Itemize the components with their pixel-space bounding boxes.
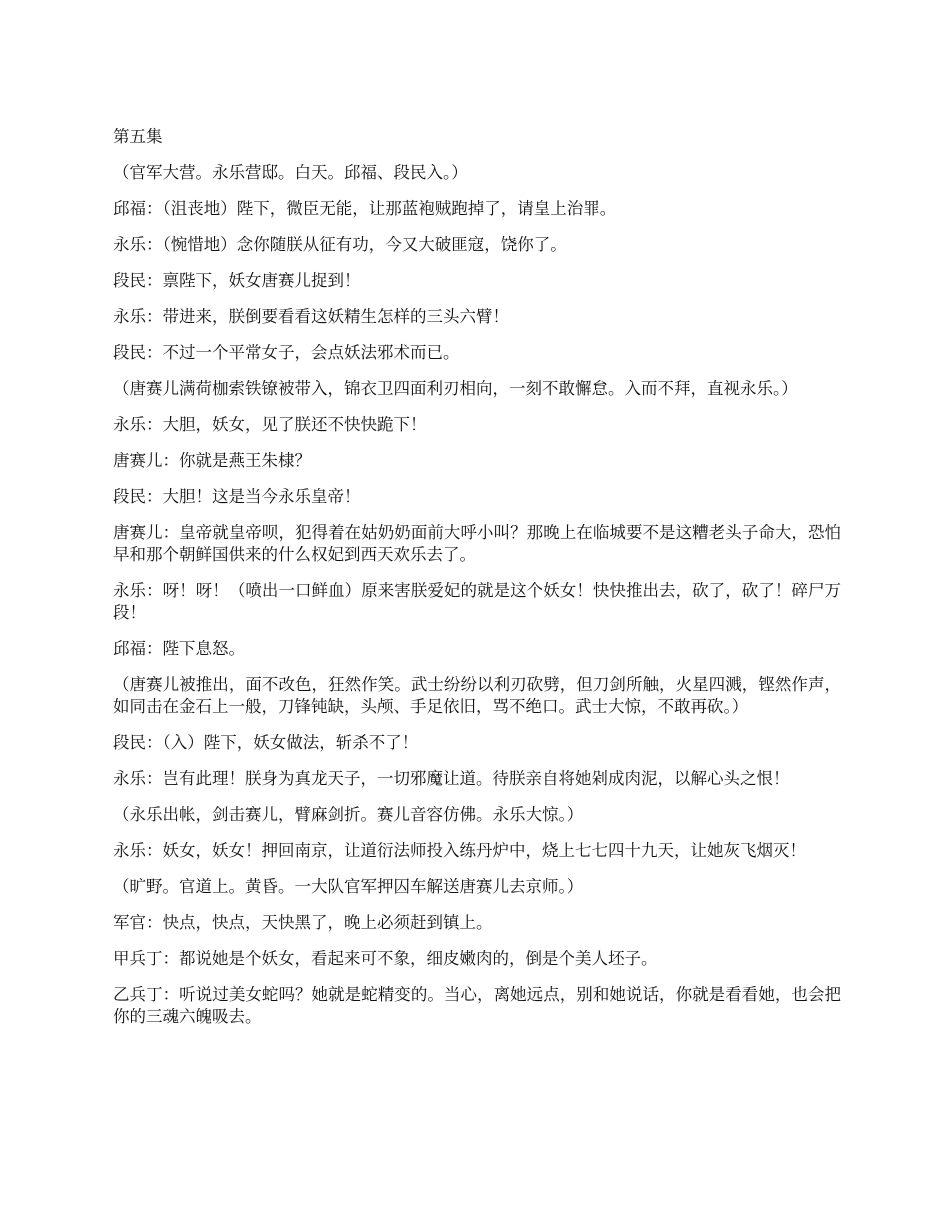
paragraph-dialogue: 永乐：带进来，朕倒要看看这妖精生怎样的三头六臂！ <box>113 307 509 326</box>
paragraph-dialogue: 永乐：（惋惜地）念你随朕从征有功，今又大破匪寇，饶你了。 <box>113 235 567 254</box>
paragraph-dialogue: 永乐：岂有此理！朕身为真龙天子，一切邪魔让道。待朕亲自将她剁成肉泥，以解心头之恨！ <box>113 769 790 788</box>
paragraph-dialogue: 唐赛儿：你就是燕王朱棣？ <box>113 451 311 470</box>
paragraph-dialogue: 段民：（入）陛下，妖女做法，斩杀不了！ <box>113 733 419 752</box>
paragraph-dialogue: 段民：不过一个平常女子，会点妖法邪术而已。 <box>113 343 460 362</box>
paragraph-dialogue: 甲兵丁：都说她是个妖女，看起来可不象，细皮嫩肉的，倒是个美人坯子。 <box>113 949 658 968</box>
paragraph-dialogue: 军官：快点，快点，天快黑了，晚上必须赶到镇上。 <box>113 913 493 932</box>
paragraph-dialogue: 邱福：陛下息怒。 <box>113 639 245 658</box>
paragraph-dialogue: 乙兵丁：听说过美女蛇吗？她就是蛇精变的。当心，离她远点，别和她说话，你就是看看她，也会把你的三魂六魄吸去。 <box>113 985 841 1026</box>
episode-title: 第五集 <box>113 127 163 146</box>
paragraph-dialogue: 邱福：（沮丧地）陛下，微臣无能，让那蓝袍贼跑掉了，请皇上治罪。 <box>113 199 617 218</box>
paragraph-stage-direction: （唐赛儿满荷枷索铁镣被带入，锦衣卫四面利刃相向，一刻不敢懈怠。入而不拜，直视永乐。） <box>113 379 798 398</box>
paragraph-dialogue: 永乐：妖女，妖女！押回南京，让道衍法师投入练丹炉中，烧上七七四十九天，让她灰飞烟灭！ <box>113 841 806 860</box>
paragraph-dialogue: 段民：大胆！这是当今永乐皇帝！ <box>113 487 361 506</box>
document-page <box>113 126 841 1042</box>
paragraph-dialogue: 唐赛儿：皇帝就皇帝呗，犯得着在姑奶奶面前大呼小叫？那晚上在临城要不是这糟老头子命大，恐怕早和那个朝鲜国供来的什么权妃到西天欢乐去了。 <box>113 523 841 564</box>
paragraph-stage-direction: （旷野。官道上。黄昏。一大队官军押囚车解送唐赛儿去京师。） <box>113 877 584 896</box>
paragraph-stage-direction: （唐赛儿被推出，面不改色，狂然作笑。武士纷纷以利刃砍劈，但刀剑所触，火星四溅，铿然作声，如同击在金石上一般，刀锋钝缺，头颅、手足依旧，骂不绝口。武士大惊，不敢再砍。） <box>113 675 841 716</box>
paragraph-stage-direction: （官军大营。永乐营邸。白天。邱福、段民入。） <box>113 163 468 182</box>
paragraph-dialogue: 段民：禀陛下，妖女唐赛儿捉到！ <box>113 271 361 290</box>
paragraph-stage-direction: （永乐出帐，剑击赛儿，臂麻剑折。赛儿音容仿佛。永乐大惊。） <box>113 805 584 824</box>
paragraph-dialogue: 永乐：呀！呀！（喷出一口鲜血）原来害朕爱妃的就是这个妖女！快快推出去，砍了，砍了！碎尸万段！ <box>113 581 841 622</box>
paragraph-dialogue: 永乐：大胆，妖女，见了朕还不快快跪下！ <box>113 415 427 434</box>
